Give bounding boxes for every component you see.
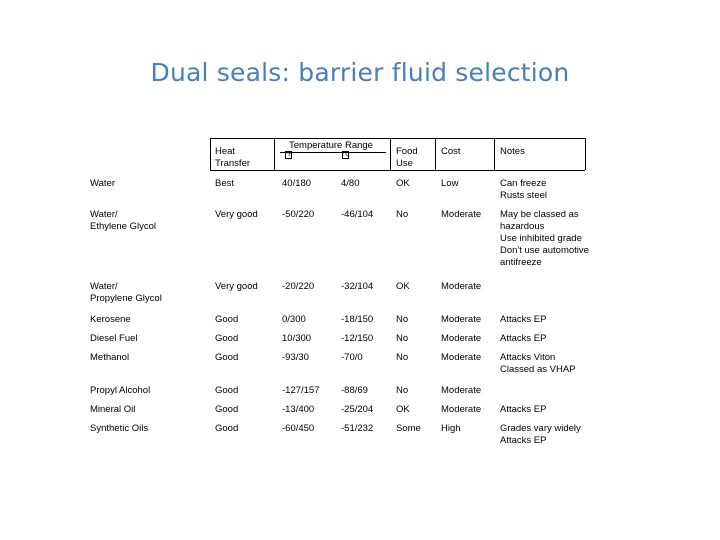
- row-methanol-notes: Attacks Viton Classed as VHAP: [500, 352, 576, 375]
- header-temperature-underline: [280, 152, 386, 153]
- row-mineral-oil-food: OK: [396, 404, 410, 415]
- row-kerosene-notes: Attacks EP: [500, 314, 547, 325]
- row-synthetic-oils-fluid: Synthetic Oils: [90, 423, 149, 434]
- row-methanol-heat: Good: [215, 352, 239, 363]
- row-diesel-cost: Moderate: [441, 333, 482, 344]
- row-propylene-glycol-fluid: Water/ Propylene Glycol: [90, 281, 162, 304]
- header-food-use: Food Use: [396, 146, 418, 169]
- row-kerosene-fluid: Kerosene: [90, 314, 131, 325]
- row-methanol-cost: Moderate: [441, 352, 482, 363]
- row-ethylene-glycol-temp-c: -46/104: [341, 209, 374, 220]
- row-ethylene-glycol-fluid: Water/ Ethylene Glycol: [90, 209, 157, 232]
- row-synthetic-oils-temp-c: -51/232: [341, 423, 374, 434]
- row-mineral-oil-fluid: Mineral Oil: [90, 404, 136, 415]
- row-kerosene-cost: Moderate: [441, 314, 482, 325]
- header-temperature-range: Temperature Range: [289, 140, 373, 151]
- header-heat-transfer: Heat Transfer: [215, 146, 251, 169]
- row-mineral-oil-temp-c: -25/204: [341, 404, 374, 415]
- row-methanol-temp-c: -70/0: [341, 352, 363, 363]
- row-diesel-temp-c: -12/150: [341, 333, 374, 344]
- row-synthetic-oils-food: Some: [396, 423, 421, 434]
- header-divider: [435, 138, 436, 170]
- row-water-notes: Can freeze Rusts steel: [500, 178, 547, 201]
- row-propyl-alcohol-temp-f: -127/157: [282, 385, 320, 396]
- row-methanol-food: No: [396, 352, 409, 363]
- row-diesel-heat: Good: [215, 333, 239, 344]
- row-water-heat: Best: [215, 178, 235, 189]
- row-methanol-temp-f: -93/30: [282, 352, 309, 363]
- row-mineral-oil-cost: Moderate: [441, 404, 482, 415]
- row-propyl-alcohol-fluid: Propyl Alcohol: [90, 385, 151, 396]
- header-bottom-border: [210, 170, 585, 171]
- row-propylene-glycol-cost: Moderate: [441, 281, 482, 292]
- header-notes: Notes: [500, 146, 525, 157]
- header-unit-f: °F: [286, 152, 293, 158]
- row-water-temp-c: 4/80: [341, 178, 360, 189]
- row-ethylene-glycol-notes: May be classed as hazardous Use inhibited grade Don't use automotive antifreeze: [500, 209, 589, 268]
- row-kerosene-temp-f: 0/300: [282, 314, 306, 325]
- row-diesel-fluid: Diesel Fuel: [90, 333, 138, 344]
- row-ethylene-glycol-temp-f: -50/220: [282, 209, 315, 220]
- row-propyl-alcohol-heat: Good: [215, 385, 239, 396]
- row-diesel-temp-f: 10/300: [282, 333, 312, 344]
- row-diesel-food: No: [396, 333, 409, 344]
- header-divider: [274, 138, 275, 170]
- row-diesel-notes: Attacks EP: [500, 333, 547, 344]
- row-water-temp-f: 40/180: [282, 178, 312, 189]
- row-water-food: OK: [396, 178, 410, 189]
- row-mineral-oil-temp-f: -13/400: [282, 404, 315, 415]
- header-left-border: [210, 138, 211, 170]
- row-synthetic-oils-temp-f: -60/450: [282, 423, 315, 434]
- header-right-border: [585, 138, 586, 170]
- row-propylene-glycol-food: OK: [396, 281, 410, 292]
- row-kerosene-food: No: [396, 314, 409, 325]
- row-ethylene-glycol-cost: Moderate: [441, 209, 482, 220]
- row-water-cost: Low: [441, 178, 459, 189]
- row-synthetic-oils-heat: Good: [215, 423, 239, 434]
- row-kerosene-heat: Good: [215, 314, 239, 325]
- row-propylene-glycol-temp-f: -20/220: [282, 281, 315, 292]
- row-ethylene-glycol-food: No: [396, 209, 409, 220]
- row-ethylene-glycol-heat: Very good: [215, 209, 258, 220]
- slide-title: Dual seals: barrier fluid selection: [150, 58, 570, 87]
- row-kerosene-temp-c: -18/150: [341, 314, 374, 325]
- row-propylene-glycol-heat: Very good: [215, 281, 258, 292]
- row-synthetic-oils-cost: High: [441, 423, 461, 434]
- table-top-border: [210, 138, 585, 139]
- row-mineral-oil-notes: Attacks EP: [500, 404, 547, 415]
- header-cost: Cost: [441, 146, 461, 157]
- row-mineral-oil-heat: Good: [215, 404, 239, 415]
- row-propyl-alcohol-temp-c: -88/69: [341, 385, 368, 396]
- row-propyl-alcohol-food: No: [396, 385, 409, 396]
- row-methanol-fluid: Methanol: [90, 352, 130, 363]
- row-propylene-glycol-temp-c: -32/104: [341, 281, 374, 292]
- row-propyl-alcohol-cost: Moderate: [441, 385, 482, 396]
- header-divider: [494, 138, 495, 170]
- header-unit-c: °C: [343, 152, 350, 158]
- header-divider: [390, 138, 391, 170]
- row-water-fluid: Water: [90, 178, 115, 189]
- row-synthetic-oils-notes: Grades vary widely Attacks EP: [500, 423, 581, 446]
